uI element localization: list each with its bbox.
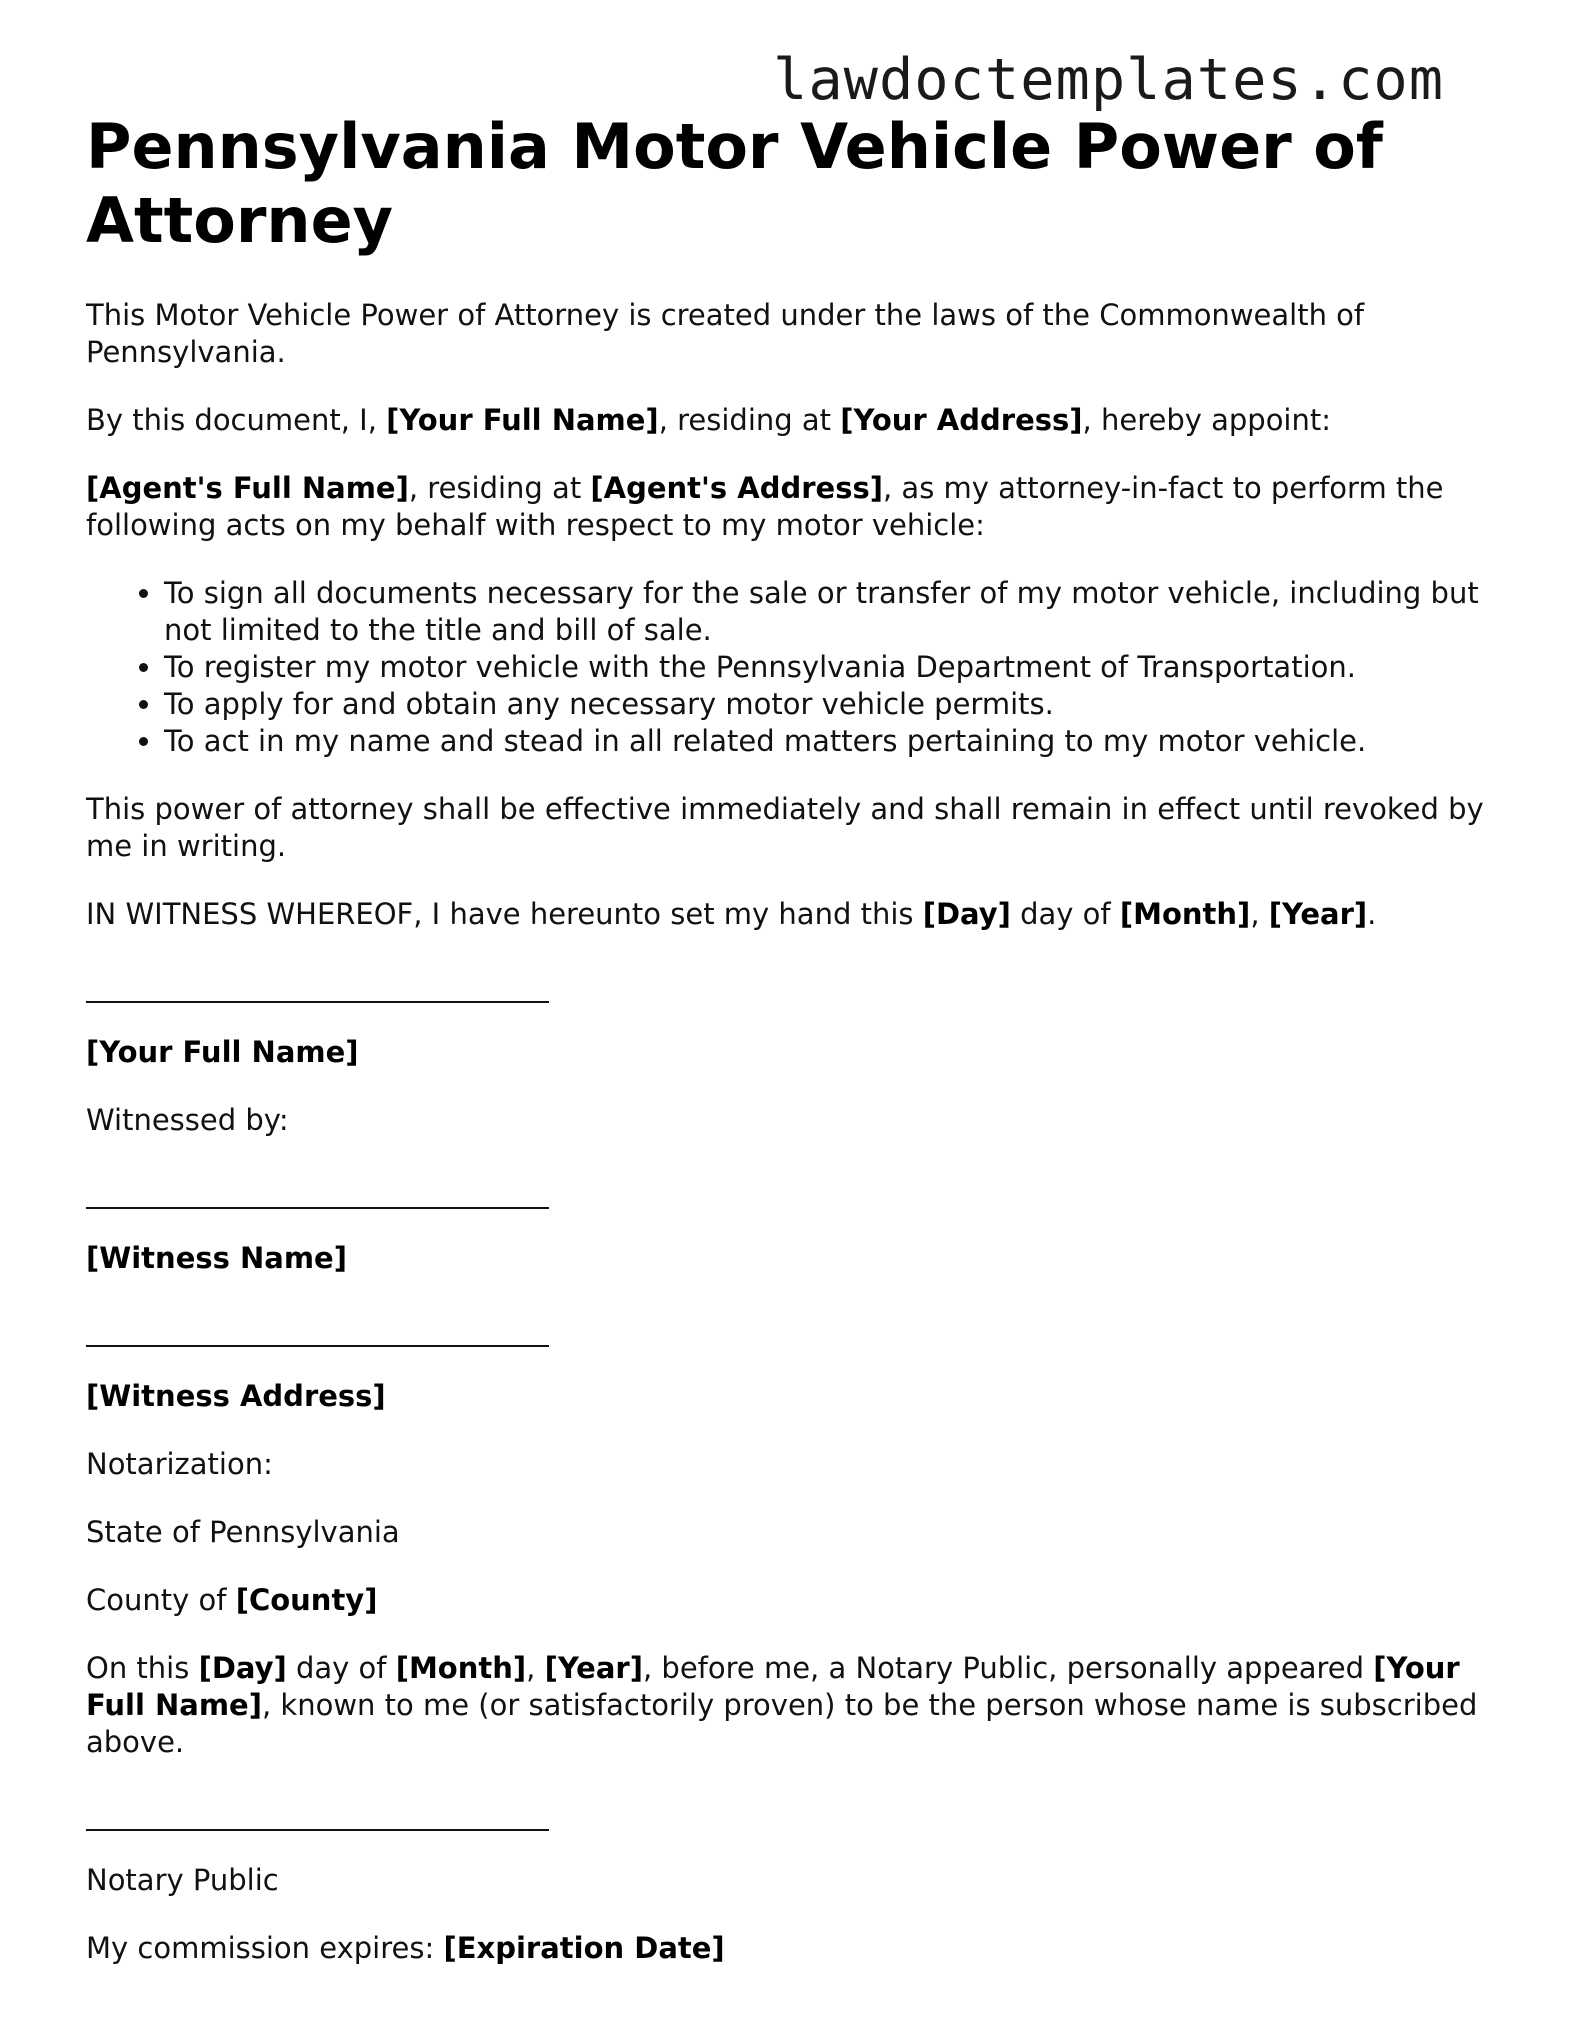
principal-signature-line — [86, 1001, 549, 1003]
month-placeholder: [Month] — [395, 1651, 527, 1685]
day-placeholder: [Day] — [922, 897, 1011, 931]
statement-part: day of — [286, 1651, 396, 1685]
notary-statement — [86, 1650, 1506, 1761]
effective-paragraph: This power of attorney shall be effective immediately and shall remain in effect until revoked by me in writing. — [86, 792, 1484, 863]
whereof-sep: , — [1250, 897, 1269, 931]
witness-name-placeholder: [Witness Name] — [86, 1241, 347, 1275]
witness-signature-line — [86, 1207, 549, 1209]
agent-paragraph — [86, 470, 1506, 544]
county-prefix: County of — [86, 1583, 236, 1617]
signature-name-placeholder: [Your Full Name] — [86, 1035, 359, 1069]
notary-county — [86, 1582, 1506, 1619]
list-item: • To act in my name and stead in all related matters pertaining to my motor vehicle. — [164, 723, 1506, 760]
appoint-mid: , residing at — [658, 403, 841, 437]
county-placeholder: [County] — [235, 1583, 378, 1617]
notary-public-label: Notary Public — [86, 1863, 279, 1897]
witness-address-line — [86, 1345, 549, 1347]
commission-expires — [86, 1930, 1506, 1967]
spacer — [86, 1308, 1506, 1345]
name-placeholder: [Your Full Name] — [86, 1651, 1460, 1722]
agent-name-placeholder: [Agent's Full Name] — [86, 471, 409, 505]
whereof-mid: day of — [1010, 897, 1120, 931]
spacer — [86, 1792, 1506, 1829]
intro-paragraph: This Motor Vehicle Power of Attorney is created under the laws of the Commonwealth of Pennsylvania. — [86, 298, 1365, 369]
notarization-label: Notarization: — [86, 1447, 273, 1481]
commission-prefix: My commission expires: — [86, 1931, 444, 1965]
list-item: • To apply for and obtain any necessary motor vehicle permits. — [164, 686, 1506, 723]
principal-address-placeholder: [Your Address] — [840, 403, 1083, 437]
principal-signature-name — [86, 1034, 1506, 1071]
witness-whereof-paragraph — [86, 896, 1506, 933]
witness-address — [86, 1378, 1506, 1415]
spacer — [86, 964, 1506, 1001]
expiration-placeholder: [Expiration Date] — [443, 1931, 725, 1965]
whereof-prefix: IN WITNESS WHEREOF, I have hereunto set my hand this — [86, 897, 923, 931]
notary-signature-line — [86, 1829, 549, 1831]
document-body — [86, 297, 1506, 1998]
appointment-paragraph — [86, 402, 1506, 439]
acts-list — [86, 575, 1506, 760]
witnessed-by-label: Witnessed by: — [86, 1103, 289, 1137]
list-item: • To sign all documents necessary for the sale or transfer of my motor vehicle, including but not limited to the title and bill of sale. — [164, 575, 1506, 649]
witness-address-placeholder: [Witness Address] — [86, 1379, 386, 1413]
appoint-prefix: By this document, I, — [86, 403, 387, 437]
principal-name-placeholder: [Your Full Name] — [386, 403, 659, 437]
agent-suffix: , as my attorney-in-fact to perform the following acts on my behalf with respect to my motor vehicle: — [86, 471, 1444, 542]
list-item: • To register my motor vehicle with the Pennsylvania Department of Transportation. — [164, 649, 1506, 686]
appoint-suffix: , hereby appoint: — [1082, 403, 1332, 437]
statement-part: , — [526, 1651, 545, 1685]
year-placeholder: [Year] — [544, 1651, 643, 1685]
year-placeholder: [Year] — [1268, 897, 1368, 931]
agent-address-placeholder: [Agent's Address] — [590, 471, 883, 505]
month-placeholder: [Month] — [1119, 897, 1251, 931]
day-placeholder: [Day] — [198, 1651, 287, 1685]
statement-part: , before me, a Notary Public, personally appeared — [642, 1651, 1374, 1685]
agent-mid: , residing at — [408, 471, 591, 505]
whereof-end: . — [1367, 897, 1377, 931]
page-title: Pennsylvania Motor Vehicle Power of Attorney — [86, 110, 1383, 257]
spacer — [86, 1170, 1506, 1207]
statement-part: On this — [86, 1651, 199, 1685]
statement-part: , known to me (or satisfactorily proven) to be the person whose name is subscribed above. — [86, 1688, 1478, 1759]
witness-name — [86, 1240, 1506, 1277]
notary-state: State of Pennsylvania — [86, 1515, 400, 1549]
watermark: lawdoctemplates.com — [773, 47, 1445, 113]
